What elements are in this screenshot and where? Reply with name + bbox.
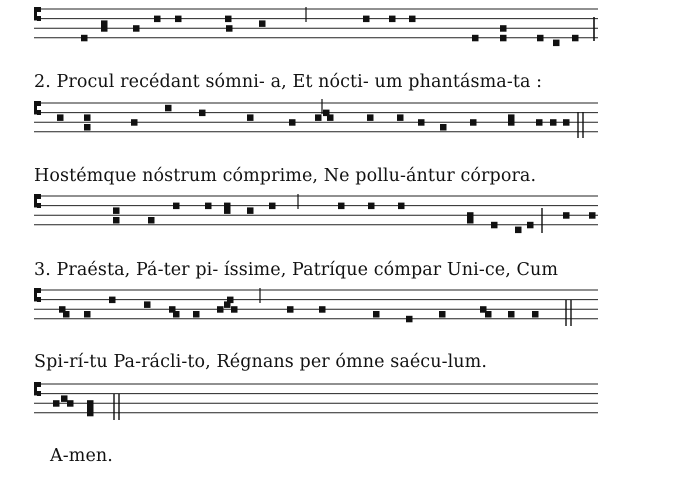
- clef-mark: [37, 203, 41, 208]
- lyric-line-2: 2. Procul recédant sómni- a, Et nócti- um phantásma-ta :: [34, 72, 543, 92]
- neume-note: [367, 114, 374, 121]
- neume-note: [500, 25, 507, 32]
- neume-note: [491, 222, 498, 229]
- neume-note: [373, 311, 380, 318]
- clef-mark: [37, 391, 41, 396]
- neume-note: [87, 410, 94, 417]
- neume-note: [550, 119, 557, 126]
- clef-mark: [34, 288, 37, 301]
- clef-mark: [37, 382, 41, 387]
- neume-note: [338, 203, 345, 210]
- neume-note: [231, 306, 238, 313]
- neume-note: [226, 25, 233, 32]
- neume-note: [57, 114, 64, 121]
- neume-note: [532, 311, 539, 318]
- clef-mark: [37, 16, 41, 21]
- clef-mark: [37, 101, 41, 106]
- neume-note: [227, 297, 234, 304]
- neume-note: [563, 212, 570, 219]
- neume-note: [508, 119, 515, 126]
- neume-note: [81, 35, 88, 42]
- neume-note: [440, 124, 447, 131]
- neume-note: [368, 203, 375, 210]
- neume-note: [61, 395, 68, 402]
- neume-note: [109, 297, 116, 304]
- clef-mark: [37, 110, 41, 115]
- neume-note: [84, 124, 91, 131]
- neume-note: [363, 16, 370, 23]
- neume-note: [398, 203, 405, 210]
- neume-note: [327, 114, 334, 121]
- neume-note: [508, 311, 515, 318]
- neume-note: [113, 207, 120, 214]
- neume-note: [553, 40, 560, 47]
- neume-note: [199, 110, 206, 117]
- neume-note: [165, 105, 172, 112]
- clef-mark: [34, 7, 37, 20]
- neume-note: [63, 311, 70, 318]
- neume-note: [247, 114, 254, 121]
- neume-note: [193, 311, 200, 318]
- neume-note: [84, 311, 91, 318]
- neume-note: [131, 119, 138, 126]
- neume-note: [205, 203, 212, 210]
- neume-note: [470, 119, 477, 126]
- neume-note: [289, 119, 296, 126]
- neume-note: [589, 212, 596, 219]
- neume-note: [113, 217, 120, 224]
- neume-note: [225, 16, 232, 23]
- neume-note: [537, 35, 544, 42]
- neume-note: [101, 20, 108, 27]
- neume-note: [287, 306, 294, 313]
- neume-note: [148, 217, 155, 224]
- clef-mark: [37, 297, 41, 302]
- neume-note: [175, 16, 182, 23]
- neume-note: [439, 311, 446, 318]
- neume-note: [133, 25, 140, 32]
- neume-note: [485, 311, 492, 318]
- clef-mark: [37, 7, 41, 12]
- neume-note: [84, 114, 91, 121]
- lyric-line-4: 3. Praésta, Pá-ter pi- íssime, Patríque cómpar Uni-ce, Cum: [34, 260, 559, 280]
- neume-note: [563, 119, 570, 126]
- clef-mark: [34, 382, 37, 395]
- clef-mark: [34, 101, 37, 114]
- neume-note: [500, 35, 507, 42]
- neume-note: [536, 119, 543, 126]
- neume-note: [472, 35, 479, 42]
- neume-note: [319, 306, 326, 313]
- neume-note: [154, 16, 161, 23]
- neume-note: [247, 207, 254, 214]
- neume-note: [224, 207, 231, 214]
- neume-note: [467, 217, 474, 224]
- neume-note: [406, 316, 413, 323]
- neume-note: [67, 400, 74, 407]
- neume-note: [572, 35, 579, 42]
- neume-note: [315, 114, 322, 121]
- clef-mark: [37, 288, 41, 293]
- neume-note: [144, 301, 151, 308]
- neume-note: [173, 203, 180, 210]
- neume-note: [527, 222, 534, 229]
- neume-note: [217, 306, 224, 313]
- lyric-line-3: Hostémque nóstrum cómprime, Ne pollu-ántur córpora.: [34, 166, 537, 186]
- clef-mark: [37, 194, 41, 199]
- neume-note: [418, 119, 425, 126]
- lyric-line-6: A-men.: [50, 446, 113, 466]
- lyric-line-5: Spi-rí-tu Pa-rácli-to, Régnans per ómne saécu-lum.: [34, 352, 488, 372]
- neume-note: [409, 16, 416, 23]
- neume-note: [173, 311, 180, 318]
- neume-note: [269, 203, 276, 210]
- neume-note: [259, 20, 266, 27]
- neume-note: [397, 114, 404, 121]
- neume-note: [515, 227, 522, 234]
- neume-note: [53, 400, 60, 407]
- clef-mark: [34, 194, 37, 207]
- neume-note: [389, 16, 396, 23]
